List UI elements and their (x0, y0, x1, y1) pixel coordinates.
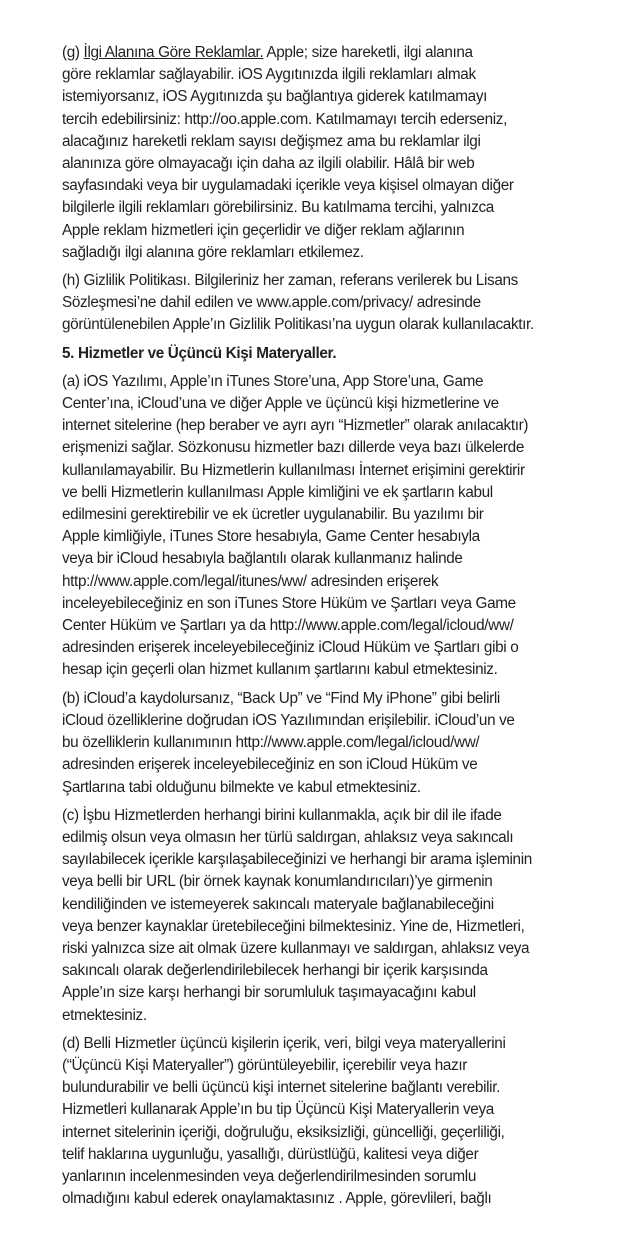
text-segment: sayılabilecek içerikle karşılaşabileceğinizi ve herhangi bir arama işleminin (62, 851, 532, 869)
text-segment: alanınıza göre olmayacağı için daha az ilgili olabilir. Hâlâ bir web (62, 155, 475, 173)
text-segment: yanlarının incelenmesinden veya değerlendirilmesinden sorumlu (62, 1167, 477, 1185)
text-line (62, 482, 580, 504)
text-segment: etmektesiniz. (62, 1006, 147, 1024)
text-line (62, 894, 580, 916)
text-line (62, 1144, 580, 1166)
text-line (62, 805, 580, 827)
text-segment: Sözleşmesi’ne dahil edilen ve www.apple.com/privacy/ adresinde (62, 294, 481, 312)
text-line (62, 42, 580, 64)
text-segment: internet sitelerinin içeriği, doğruluğu, eksiksizliği, güncelliği, geçerliliği, (62, 1123, 505, 1141)
text-segment: bilgilerle ilgili reklamları görebilirsiniz. Bu katılmama tercihi, yalnızca (62, 199, 494, 217)
text-segment: kendiliğinden ve istemeyerek sakıncalı materyale bağlanabileceğini (62, 895, 494, 913)
text-segment: (b) iCloud’a kaydolursanız, “Back Up” ve “Find My iPhone” gibi belirli (62, 689, 500, 707)
text-segment: bu özelliklerin kullanımının http://www.apple.com/legal/icloud/ww/ (62, 734, 480, 752)
text-line (62, 637, 580, 659)
text-line (62, 86, 580, 108)
text-line (62, 732, 580, 754)
text-segment: veya benzer kaynaklar üretebileceğini bilmektesiniz. Yine de, Hizmetleri, (62, 917, 525, 935)
text-line (62, 175, 580, 197)
underlined-term: İlgi Alanına Göre Reklamlar. (83, 44, 264, 61)
text-line (62, 109, 580, 131)
text-segment: Apple kimliğiyle, iTunes Store hesabıyla, Game Center hesabıyla (62, 528, 480, 546)
text-line (62, 1055, 580, 1077)
text-segment: (a) iOS Yazılımı, Apple’ın iTunes Store’una, App Store’una, Game (62, 372, 484, 390)
text-segment: bulundurabilir ve belli üçüncü kişi internet sitelerine bağlantı verebilir. (62, 1079, 501, 1097)
text-line (62, 688, 580, 710)
text-line (62, 916, 580, 938)
text-segment: veya bir iCloud hesabıyla bağlantılı olarak kullanmanız halinde (62, 550, 463, 568)
text-segment: görüntülenebilen Apple’ın Gizlilik Politikası’na uygun olarak kullanılacaktır. (62, 316, 534, 334)
text-line (62, 615, 580, 637)
text-segment: erişmenizi sağlar. Sözkonusu hizmetler bazı dillerde veya bazı ülkelerde (62, 439, 524, 457)
paragraph-5b (62, 688, 580, 799)
text-line (62, 827, 580, 849)
text-line (62, 938, 580, 960)
text-segment: sakıncalı olarak değerlendirilebilecek herhangi bir içerik karşısında (62, 962, 488, 980)
text-line (62, 754, 580, 776)
text-line (62, 982, 580, 1004)
text-segment: adresinden erişerek inceleyebileceğiniz en son iCloud Hüküm ve (62, 756, 478, 774)
text-segment: alacağınız hareketli reklam sayısı değişmez ama bu reklamlar ilgi (62, 132, 481, 150)
text-segment: olmadığını kabul ederek onaylamaktasınız . Apple, görevlileri, bağlı (62, 1190, 492, 1208)
text-line (62, 460, 580, 482)
text-segment: 5. Hizmetler ve Üçüncü Kişi Materyaller. (62, 344, 337, 362)
text-segment: göre reklamlar sağlayabilir. iOS Aygıtınızda ilgili reklamları almak (62, 66, 476, 84)
text-segment: riski yalnızca size ait olmak üzere kullanmayı ve saldırgan, ahlaksız veya (62, 939, 530, 957)
paragraph-5d (62, 1033, 580, 1211)
text-segment: ve belli Hizmetlerin kullanılması Apple kimliğini ve ek şartların kabul (62, 483, 493, 501)
text-line (62, 270, 580, 292)
text-line (62, 548, 580, 570)
text-line (62, 242, 580, 264)
text-line (62, 415, 580, 437)
text-line (62, 314, 580, 336)
text-line (62, 504, 580, 526)
text-line (62, 371, 580, 393)
text-line (62, 220, 580, 242)
text-line (62, 1166, 580, 1188)
text-line (62, 777, 580, 799)
text-line (62, 849, 580, 871)
text-line (62, 292, 580, 314)
text-line (62, 1033, 580, 1055)
text-segment: istemiyorsanız, iOS Aygıtınızda şu bağlantıya giderek katılmamayı (62, 88, 488, 106)
text-segment: (h) Gizlilik Politikası. Bilgileriniz her zaman, referans verilerek bu Lisans (62, 272, 518, 290)
text-segment: iCloud özelliklerine doğrudan iOS Yazılımından erişilebilir. iCloud’un ve (62, 711, 515, 729)
paragraph-5c (62, 805, 580, 1027)
text-segment: adresinden erişerek inceleyebileceğiniz iCloud Hüküm ve Şartları gibi o (62, 639, 519, 657)
text-line (62, 659, 580, 681)
paragraph-h (62, 270, 580, 337)
text-line (62, 960, 580, 982)
text-line (62, 131, 580, 153)
text-line (62, 571, 580, 593)
paragraph-5a (62, 371, 580, 682)
text-segment: (c) İşbu Hizmetlerden herhangi birini kullanmakla, açık bir dil ile ifade (62, 806, 502, 824)
text-line (62, 393, 580, 415)
text-line (62, 197, 580, 219)
text-segment: kullanılamayabilir. Bu Hizmetlerin kullanılması İnternet erişimini gerektirir (62, 461, 525, 479)
text-line (62, 593, 580, 615)
text-line (62, 526, 580, 548)
text-segment: edilmesini gerektirebilir ve ek ücretler uygulanabilir. Bu yazılımı bir (62, 506, 484, 524)
text-segment: Apple’ın size karşı herhangi bir sorumluluk taşımayacağını kabul (62, 984, 476, 1002)
text-line (62, 153, 580, 175)
text-segment: telif haklarına uygunluğu, yasallığı, dürüstlüğü, kalitesi veya diğer (62, 1145, 479, 1163)
text-segment: tercih edebilirsiniz: http://oo.apple.com. Katılmamayı tercih ederseniz, (62, 110, 507, 128)
text-segment: (g) (62, 44, 84, 61)
text-segment: internet sitelerine (hep beraber ve ayrı ayrı “Hizmetler” olarak anılacaktır) (62, 417, 529, 435)
text-line (62, 343, 580, 365)
text-line (62, 1077, 580, 1099)
paragraph-g (62, 42, 580, 264)
text-line (62, 1122, 580, 1144)
text-segment: inceleyebileceğiniz en son iTunes Store Hüküm ve Şartları veya Game (62, 594, 516, 612)
text-segment: sağladığı ilgi alanına göre reklamları etkilemez. (62, 243, 364, 261)
text-segment: Center Hüküm ve Şartları ya da http://www.apple.com/legal/icloud/ww/ (62, 617, 514, 635)
text-segment: Apple reklam hizmetleri için geçerlidir ve diğer reklam ağlarının (62, 221, 465, 239)
text-line (62, 64, 580, 86)
text-segment: Center’ına, iCloud’una ve diğer Apple ve üçüncü kişi hizmetlerine ve (62, 395, 499, 413)
text-line (62, 710, 580, 732)
text-segment: veya belli bir URL (bir örnek kaynak konumlandırıcıları)’ye girmenin (62, 873, 493, 891)
text-segment: edilmiş olsun veya olmasın her türlü saldırgan, ahlaksız veya sakıncalı (62, 828, 514, 846)
text-segment: hesap için geçerli olan hizmet kullanım şartlarını kabul etmektesiniz. (62, 661, 498, 679)
text-segment: Hizmetleri kullanarak Apple’ın bu tip Üçüncü Kişi Materyallerin veya (62, 1101, 494, 1119)
text-line (62, 437, 580, 459)
text-segment: (d) Belli Hizmetler üçüncü kişilerin içerik, veri, bilgi veya materyallerini (62, 1034, 506, 1052)
text-segment: sayfasındaki veya bir uygulamadaki içerikle veya kişisel olmayan diğer (62, 177, 514, 195)
text-segment: Apple; size hareketli, ilgi alanına (263, 44, 473, 61)
text-line (62, 1099, 580, 1121)
text-segment: Şartlarına tabi olduğunu bilmekte ve kabul etmektesiniz. (62, 778, 421, 796)
text-line (62, 871, 580, 893)
text-segment: (“Üçüncü Kişi Materyaller”) görüntüleyebilir, içerebilir veya hazır (62, 1056, 468, 1074)
text-line (62, 1005, 580, 1027)
text-segment: http://www.apple.com/legal/itunes/ww/ adresinden erişerek (62, 572, 439, 590)
section-heading (62, 343, 580, 365)
text-line (62, 1188, 580, 1210)
